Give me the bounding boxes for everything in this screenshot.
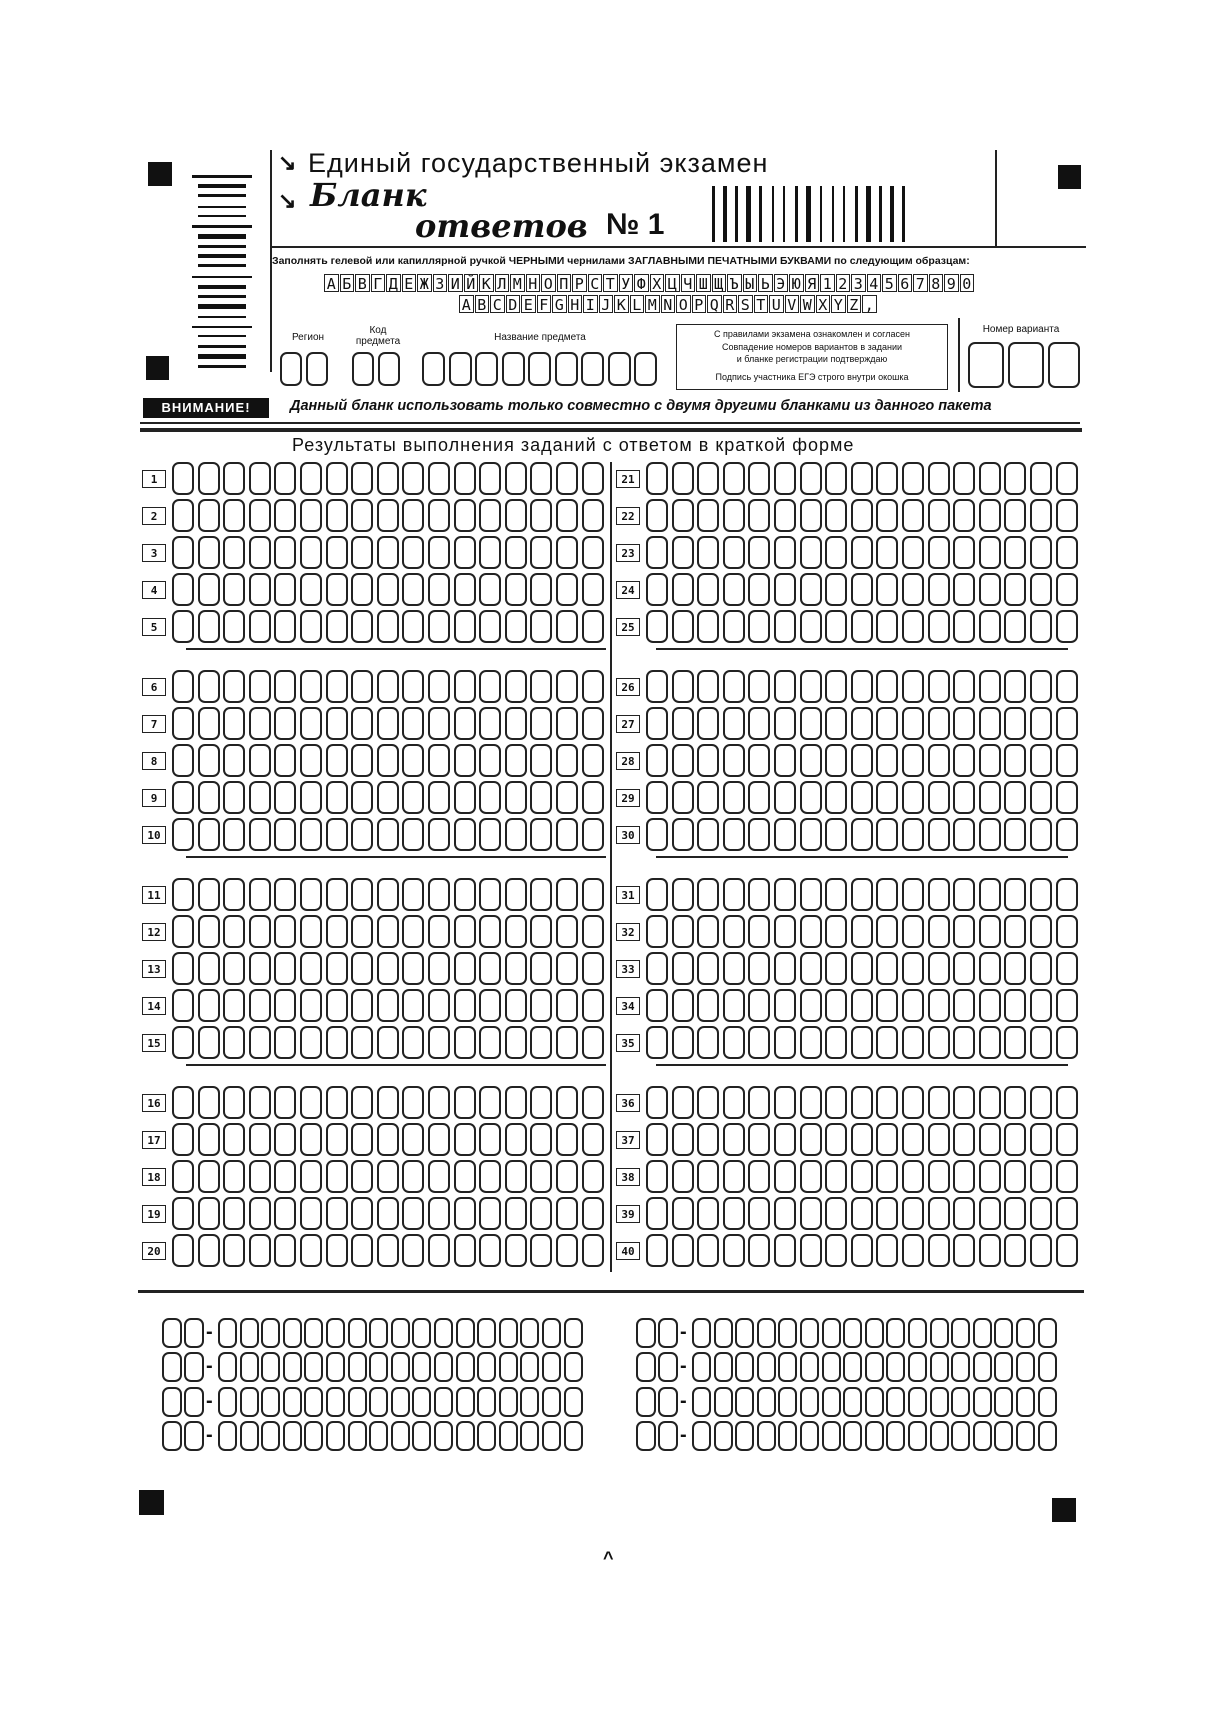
correction-answer-cell[interactable] [757,1421,776,1451]
correction-answer-cell[interactable] [800,1352,819,1382]
correction-task-cell[interactable] [184,1387,204,1417]
correction-answer-cell[interactable] [218,1352,237,1382]
correction-answer-cell[interactable] [520,1318,539,1348]
correction-separator: - [680,1355,687,1377]
correction-answer-cell[interactable] [369,1318,388,1348]
correction-separator: - [206,1355,213,1377]
task-number: 6 [142,678,166,696]
correction-answer-cell[interactable] [499,1387,518,1417]
correction-answer-cell[interactable] [735,1421,754,1451]
sample-glyph: K [614,295,629,313]
task-number: 37 [616,1131,640,1149]
correction-answer-cell[interactable] [391,1421,410,1451]
correction-answer-cell[interactable] [326,1387,345,1417]
sample-glyph: 8 [929,274,944,292]
correction-answer-cell[interactable] [434,1318,453,1348]
correction-answer-cell[interactable] [218,1387,237,1417]
correction-task-cell[interactable] [636,1387,656,1417]
sample-glyph: И [448,274,463,292]
sample-glyph: З [433,274,448,292]
correction-answer-cell[interactable] [908,1318,927,1348]
correction-answer-cell[interactable] [1038,1387,1057,1417]
sample-glyph: Ф [634,274,649,292]
sample-glyph: 7 [913,274,928,292]
sample-glyph: L [630,295,645,313]
correction-answer-cell[interactable] [822,1421,841,1451]
subject-code-label: Код предмета [355,325,401,347]
task-number: 27 [616,715,640,733]
agreement-line4: Подпись участника ЕГЭ строго внутри окошка [715,372,909,382]
correction-answer-cell[interactable] [304,1352,323,1382]
task-number: 5 [142,618,166,636]
task-number: 2 [142,507,166,525]
agreement-line2: Совпадение номеров вариантов в задании [721,342,903,352]
task-number: 15 [142,1034,166,1052]
sample-glyph: T [754,295,769,313]
results-title: Результаты выполнения заданий с ответом в краткой форме [292,435,855,455]
footer-mark: ^ [603,1548,614,1568]
task-number: 8 [142,752,166,770]
correction-answer-cell[interactable] [542,1421,561,1451]
correction-answer-cell[interactable] [283,1421,302,1451]
correction-answer-cell[interactable] [434,1421,453,1451]
sample-glyph: Д [386,274,401,292]
correction-answer-cell[interactable] [477,1318,496,1348]
correction-answer-cell[interactable] [218,1318,237,1348]
sample-glyph: B [475,295,490,313]
sample-glyph: 3 [851,274,866,292]
correction-answer-cell[interactable] [477,1421,496,1451]
task-number: 33 [616,960,640,978]
correction-answer-cell[interactable] [994,1387,1013,1417]
sample-glyph: В [355,274,370,292]
sample-glyph: Ц [665,274,680,292]
task-number: 35 [616,1034,640,1052]
correction-answer-cell[interactable] [348,1387,367,1417]
correction-task-cell[interactable] [658,1318,678,1348]
correction-answer-cell[interactable] [843,1387,862,1417]
correction-answer-cell[interactable] [304,1318,323,1348]
correction-answer-cell[interactable] [908,1387,927,1417]
correction-answer-cell[interactable] [994,1421,1013,1451]
sample-glyph: F [537,295,552,313]
form-word-answers: ответов [415,207,588,245]
sample-glyph: U [769,295,784,313]
correction-answer-cell[interactable] [1038,1421,1057,1451]
correction-answer-cell[interactable] [240,1352,259,1382]
region-label: Регион [291,332,325,343]
correction-answer-cell[interactable] [456,1318,475,1348]
correction-answer-cell[interactable] [930,1352,949,1382]
correction-answer-cell[interactable] [714,1352,733,1382]
correction-task-cell[interactable] [636,1421,656,1451]
correction-answer-cell[interactable] [391,1352,410,1382]
correction-answer-cell[interactable] [304,1421,323,1451]
sample-glyph: X [816,295,831,313]
correction-answer-cell[interactable] [412,1387,431,1417]
correction-task-cell[interactable] [184,1352,204,1382]
correction-separator: - [680,1390,687,1412]
sample-glyph: H [568,295,583,313]
task-number: 40 [616,1242,640,1260]
task-number: 17 [142,1131,166,1149]
correction-answer-cell[interactable] [973,1352,992,1382]
correction-answer-cell[interactable] [843,1352,862,1382]
correction-separator: - [206,1321,213,1343]
sample-glyph: 2 [836,274,851,292]
correction-answer-cell[interactable] [261,1421,280,1451]
correction-answer-cell[interactable] [499,1421,518,1451]
correction-answer-cell[interactable] [1016,1421,1035,1451]
correction-answer-cell[interactable] [930,1318,949,1348]
correction-answer-cell[interactable] [477,1352,496,1382]
task-number: 39 [616,1205,640,1223]
correction-answer-cell[interactable] [714,1421,733,1451]
correction-answer-cell[interactable] [564,1421,583,1451]
warning-text: Данный бланк использовать только совместно с двумя другими бланками из данного пакета [290,398,992,414]
sample-glyph: , [862,295,877,313]
correction-answer-cell[interactable] [564,1387,583,1417]
correction-answer-cell[interactable] [477,1387,496,1417]
correction-answer-cell[interactable] [735,1352,754,1382]
correction-answer-cell[interactable] [886,1352,905,1382]
correction-answer-cell[interactable] [714,1387,733,1417]
correction-answer-cell[interactable] [391,1318,410,1348]
correction-answer-cell[interactable] [520,1352,539,1382]
sample-glyph: 6 [898,274,913,292]
sample-glyph: C [490,295,505,313]
sample-glyph: Л [495,274,510,292]
task-number: 1 [142,470,166,488]
task-number: 28 [616,752,640,770]
correction-answer-cell[interactable] [973,1387,992,1417]
sample-glyph: Р [572,274,587,292]
task-number: 18 [142,1168,166,1186]
correction-task-cell[interactable] [636,1352,656,1382]
correction-answer-cell[interactable] [542,1352,561,1382]
correction-answer-cell[interactable] [1038,1318,1057,1348]
correction-answer-cell[interactable] [240,1387,259,1417]
correction-answer-cell[interactable] [283,1387,302,1417]
task-number: 14 [142,997,166,1015]
correction-answer-cell[interactable] [434,1387,453,1417]
sample-glyph: К [479,274,494,292]
sample-glyph: У [619,274,634,292]
correction-task-cell[interactable] [658,1387,678,1417]
sample-glyph: 0 [960,274,975,292]
sample-glyph: Й [464,274,479,292]
task-number: 19 [142,1205,166,1223]
correction-answer-cell[interactable] [1038,1352,1057,1382]
correction-separator: - [680,1321,687,1343]
correction-answer-cell[interactable] [391,1387,410,1417]
sample-glyph: G [552,295,567,313]
sample-glyph: Ъ [727,274,742,292]
correction-answer-cell[interactable] [348,1421,367,1451]
correction-task-cell[interactable] [162,1352,182,1382]
correction-answer-cell[interactable] [865,1387,884,1417]
sample-glyph: С [588,274,603,292]
sample-glyph: 5 [882,274,897,292]
correction-answer-cell[interactable] [283,1352,302,1382]
correction-answer-cell[interactable] [240,1318,259,1348]
sample-glyph: V [785,295,800,313]
fill-instructions: Заполнять гелевой или капиллярной ручкой ЧЕРНЫМИ чернилами ЗАГЛАВНЫМИ ПЕЧАТНЫМИ БУКВАМИ по следующим образцам: [272,255,970,267]
task-number: 7 [142,715,166,733]
correction-answer-cell[interactable] [261,1318,280,1348]
correction-answer-cell[interactable] [865,1352,884,1382]
correction-answer-cell[interactable] [542,1387,561,1417]
correction-answer-cell[interactable] [951,1318,970,1348]
correction-answer-cell[interactable] [930,1387,949,1417]
subject-name-label: Название предмета [494,332,586,343]
correction-answer-cell[interactable] [994,1318,1013,1348]
correction-answer-cell[interactable] [369,1352,388,1382]
correction-answer-cell[interactable] [348,1352,367,1382]
task-number: 22 [616,507,640,525]
correction-answer-cell[interactable] [304,1387,323,1417]
correction-answer-cell[interactable] [520,1387,539,1417]
sample-glyph: W [800,295,815,313]
correction-task-cell[interactable] [162,1421,182,1451]
correction-task-cell[interactable] [184,1318,204,1348]
correction-answer-cell[interactable] [1016,1387,1035,1417]
variant-label: Номер варианта [982,324,1060,335]
correction-answer-cell[interactable] [456,1352,475,1382]
sample-glyph: P [692,295,707,313]
correction-task-cell[interactable] [162,1318,182,1348]
sample-glyph: М [510,274,525,292]
sample-glyph: Q [707,295,722,313]
sample-glyph: 9 [944,274,959,292]
arrow-icon: ↘ [278,188,297,213]
correction-task-cell[interactable] [184,1421,204,1451]
correction-answer-cell[interactable] [973,1421,992,1451]
task-number: 16 [142,1094,166,1112]
sample-glyph: Ю [789,274,804,292]
correction-answer-cell[interactable] [994,1352,1013,1382]
sample-glyph: Щ [712,274,727,292]
correction-answer-cell[interactable] [757,1387,776,1417]
correction-answer-cell[interactable] [564,1318,583,1348]
sample-glyph: D [506,295,521,313]
correction-answer-cell[interactable] [822,1352,841,1382]
sample-glyph: Б [340,274,355,292]
agreement-line3: и бланке регистрации подтверждаю [736,354,888,364]
task-number: 29 [616,789,640,807]
correction-separator: - [206,1390,213,1412]
correction-answer-cell[interactable] [778,1352,797,1382]
sample-glyph: N [661,295,676,313]
correction-answer-cell[interactable] [369,1387,388,1417]
correction-answer-cell[interactable] [778,1387,797,1417]
correction-answer-cell[interactable] [542,1318,561,1348]
sample-glyph: Z [847,295,862,313]
sample-glyph: Ш [696,274,711,292]
correction-answer-cell[interactable] [908,1352,927,1382]
task-number: 3 [142,544,166,562]
correction-task-cell[interactable] [636,1318,656,1348]
task-number: 13 [142,960,166,978]
sample-glyph: Y [831,295,846,313]
correction-answer-cell[interactable] [865,1318,884,1348]
correction-answer-cell[interactable] [930,1421,949,1451]
task-number: 12 [142,923,166,941]
correction-answer-cell[interactable] [973,1318,992,1348]
sample-glyph: Т [603,274,618,292]
task-number: 38 [616,1168,640,1186]
correction-answer-cell[interactable] [369,1421,388,1451]
correction-answer-cell[interactable] [240,1421,259,1451]
correction-answer-cell[interactable] [951,1352,970,1382]
sample-glyph: I [583,295,598,313]
correction-answer-cell[interactable] [1016,1318,1035,1348]
correction-answer-cell[interactable] [412,1318,431,1348]
sample-glyph: Ч [681,274,696,292]
correction-answer-cell[interactable] [843,1421,862,1451]
correction-answer-cell[interactable] [886,1318,905,1348]
correction-task-cell[interactable] [658,1352,678,1382]
task-number: 30 [616,826,640,844]
correction-answer-cell[interactable] [778,1318,797,1348]
correction-answer-cell[interactable] [908,1421,927,1451]
correction-answer-cell[interactable] [822,1387,841,1417]
sample-glyph: А [324,274,339,292]
task-number: 34 [616,997,640,1015]
sample-glyph: 1 [820,274,835,292]
task-number: 10 [142,826,166,844]
correction-task-cell[interactable] [162,1387,182,1417]
correction-answer-cell[interactable] [456,1387,475,1417]
correction-answer-cell[interactable] [692,1421,711,1451]
correction-answer-cell[interactable] [714,1318,733,1348]
correction-answer-cell[interactable] [412,1421,431,1451]
correction-answer-cell[interactable] [757,1352,776,1382]
correction-answer-cell[interactable] [822,1318,841,1348]
sample-glyph: A [459,295,474,313]
task-number: 36 [616,1094,640,1112]
correction-answer-cell[interactable] [865,1421,884,1451]
sample-glyph: П [557,274,572,292]
correction-answer-cell[interactable] [843,1318,862,1348]
correction-separator: - [680,1424,687,1446]
sample-glyph: Г [371,274,386,292]
task-number: 9 [142,789,166,807]
task-number: 31 [616,886,640,904]
arrow-icon: ↘ [278,150,297,175]
sample-glyph: R [723,295,738,313]
correction-answer-cell[interactable] [326,1421,345,1451]
correction-answer-cell[interactable] [951,1421,970,1451]
correction-answer-cell[interactable] [692,1387,711,1417]
task-number: 23 [616,544,640,562]
task-number: 25 [616,618,640,636]
sample-glyph: M [645,295,660,313]
sample-glyph: J [599,295,614,313]
sample-glyph: Ж [417,274,432,292]
correction-answer-cell[interactable] [261,1352,280,1382]
task-number: 26 [616,678,640,696]
correction-answer-cell[interactable] [757,1318,776,1348]
sample-glyph: O [676,295,691,313]
correction-answer-cell[interactable] [326,1352,345,1382]
sample-glyph: E [521,295,536,313]
correction-answer-cell[interactable] [348,1318,367,1348]
correction-answer-cell[interactable] [778,1421,797,1451]
form-word-blank: Бланк [310,176,427,214]
correction-answer-cell[interactable] [412,1352,431,1382]
task-number: 24 [616,581,640,599]
correction-answer-cell[interactable] [261,1387,280,1417]
correction-answer-cell[interactable] [456,1421,475,1451]
sample-glyph: Я [805,274,820,292]
correction-answer-cell[interactable] [692,1318,711,1348]
correction-answer-cell[interactable] [1016,1352,1035,1382]
sample-glyph: Х [650,274,665,292]
sample-glyph: 4 [867,274,882,292]
correction-task-cell[interactable] [658,1421,678,1451]
task-number: 11 [142,886,166,904]
correction-answer-cell[interactable] [520,1421,539,1451]
agreement-line1: С правилами экзамена ознакомлен и согласен [713,329,910,339]
sample-glyph: Ы [743,274,758,292]
task-number: 32 [616,923,640,941]
correction-answer-cell[interactable] [283,1318,302,1348]
correction-answer-cell[interactable] [886,1421,905,1451]
correction-answer-cell[interactable] [735,1387,754,1417]
task-number: 20 [142,1242,166,1260]
sample-glyph: Ь [758,274,773,292]
form-number: № 1 [606,208,665,241]
correction-answer-cell[interactable] [434,1352,453,1382]
correction-answer-cell[interactable] [499,1352,518,1382]
sample-glyph: Э [774,274,789,292]
correction-answer-cell[interactable] [951,1387,970,1417]
correction-answer-cell[interactable] [218,1421,237,1451]
correction-answer-cell[interactable] [692,1352,711,1382]
correction-answer-cell[interactable] [886,1387,905,1417]
correction-answer-cell[interactable] [326,1318,345,1348]
exam-title: Единый государственный экзамен [308,148,769,178]
warning-label: ВНИМАНИЕ! [143,398,269,418]
correction-answer-cell[interactable] [800,1387,819,1417]
correction-separator: - [206,1424,213,1446]
task-number: 21 [616,470,640,488]
correction-answer-cell[interactable] [564,1352,583,1382]
sample-glyph: Е [402,274,417,292]
sample-glyph: S [738,295,753,313]
task-number: 4 [142,581,166,599]
correction-answer-cell[interactable] [735,1318,754,1348]
sample-glyph: Н [526,274,541,292]
correction-answer-cell[interactable] [800,1421,819,1451]
correction-answer-cell[interactable] [800,1318,819,1348]
correction-answer-cell[interactable] [499,1318,518,1348]
sample-glyph: О [541,274,556,292]
